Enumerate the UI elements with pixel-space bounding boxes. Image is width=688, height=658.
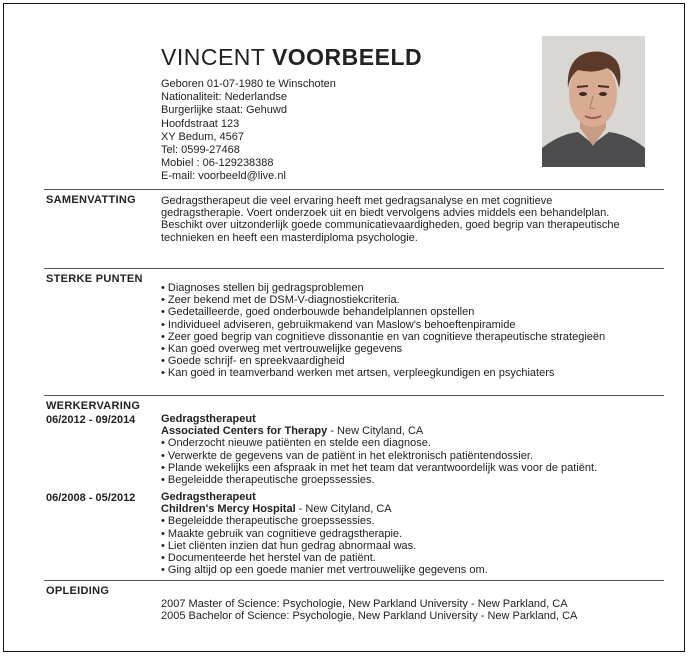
- strengths-heading: STERKE PUNTEN: [46, 273, 143, 285]
- contact-email: E-mail: voorbeeld@live.nl: [161, 170, 286, 183]
- education-entry: 2007 Master of Science: Psychologie, New Parkland University - New Parkland, CA: [161, 598, 568, 610]
- job-employer-line: [161, 425, 597, 437]
- job-dates: 06/2008 - 05/2012: [46, 492, 136, 504]
- job-entry: [161, 491, 488, 576]
- list-item: • Zeer bekend met de DSM-V-diagnostiekcriteria.: [161, 294, 400, 307]
- job-employer: Children's Mercy Hospital: [161, 503, 296, 516]
- experience-heading: WERKERVARING: [46, 400, 141, 412]
- job-employer: Associated Centers for Therapy: [161, 425, 328, 438]
- education-entry: 2005 Bachelor of Science: Psychologie, New Parkland University - New Parkland, CA: [161, 610, 578, 623]
- list-item: • Kan goed in teamverband werken met artsen, verpleegkundigen en psychiaters: [161, 367, 555, 380]
- list-item: • Documenteerde het herstel van de patiënt.: [161, 552, 376, 565]
- last-name: VOORBEELD: [271, 44, 423, 70]
- job-location: - New Cityland, CA: [295, 503, 392, 516]
- list-item: • Begeleidde therapeutische groepssessies.: [161, 474, 375, 487]
- first-name: VINCENT: [161, 44, 266, 70]
- job-duties: [161, 515, 488, 576]
- contact-marital-status: Burgerlijke staat: Gehuwd: [161, 104, 287, 117]
- list-item: • Liet cliënten inzien dat hun gedrag abnormaal was.: [161, 539, 417, 552]
- list-item: • Diagnoses stellen bij gedragsproblemen: [161, 282, 364, 294]
- contact-nationality: Nationaliteit: Nederlandse: [161, 91, 287, 104]
- contact-details: [161, 78, 336, 184]
- job-dates: 06/2012 - 09/2014: [46, 414, 136, 426]
- list-item: • Begeleidde therapeutische groepssessies.: [161, 515, 375, 528]
- list-item: • Gedetailleerde, goed onderbouwde behandelplannen opstellen: [161, 306, 475, 319]
- summary-heading: SAMENVATTING: [46, 194, 136, 206]
- job-role: Gedragstherapeut: [161, 491, 256, 503]
- list-item: • Plande wekelijks een afspraak in met het team dat verantwoordelijk was voor de patiënt.: [161, 461, 598, 474]
- summary-section: [44, 189, 664, 270]
- education-section: [44, 580, 664, 641]
- job-entry: [161, 413, 597, 486]
- contact-city: XY Bedum, 4567: [161, 130, 244, 143]
- contact-phone: Tel: 0599-27468: [161, 144, 240, 157]
- contact-mobile: Mobiel : 06-129238388: [161, 157, 274, 170]
- list-item: • Individueel adviseren, gebruikmakend van Maslow's behoeftenpiramide: [161, 318, 516, 331]
- cv-page: [3, 3, 685, 652]
- list-item: • Ging altijd op een goede manier met vertrouwelijke gegevens om.: [161, 564, 488, 577]
- experience-section: [44, 395, 664, 581]
- strengths-list-wrap: [161, 282, 631, 380]
- list-item: • Kan goed overweg met vertrouwelijke gegevens: [161, 343, 403, 356]
- summary-text: Gedragstherapeut die veel ervaring heeft met gedragsanalyse en met cognitieve gedragstherapie. Voert onderzoek uit en biedt vervolgens advies middels een behandelplan. Beschikt over uitzonderlijk goede communicatievaardigheden, goed begrip van therapeutische technieken en heeft een masterdiploma psychologie.: [161, 195, 620, 244]
- strengths-list: [161, 282, 631, 380]
- list-item: • Maakte gebruik van cognitieve gedragstherapie.: [161, 527, 403, 540]
- job-duties: [161, 437, 597, 486]
- list-item: • Zeer goed begrip van cognitieve dissonantie en van cognitieve therapeutische strategieën: [161, 330, 606, 343]
- job-location: - New Cityland, CA: [327, 425, 424, 438]
- candidate-name: [161, 44, 422, 71]
- list-item: • Onderzocht nieuwe patiënten en stelde een diagnose.: [161, 437, 431, 450]
- education-heading: OPLEIDING: [46, 585, 110, 597]
- list-item: • Verwerkte de gegevens van de patiënt in het elektronisch patiëntendossier.: [161, 449, 533, 462]
- job-role: Gedragstherapeut: [161, 413, 256, 425]
- education-list: [161, 598, 577, 622]
- job-employer-line: [161, 503, 488, 515]
- list-item: • Goede schrijf- en spreekvaardigheid: [161, 355, 345, 368]
- contact-birth: Geboren 01-07-1980 te Winschoten: [161, 78, 336, 90]
- profile-photo: [542, 36, 645, 167]
- strengths-section: [44, 268, 664, 389]
- contact-street: Hoofdstraat 123: [161, 117, 240, 130]
